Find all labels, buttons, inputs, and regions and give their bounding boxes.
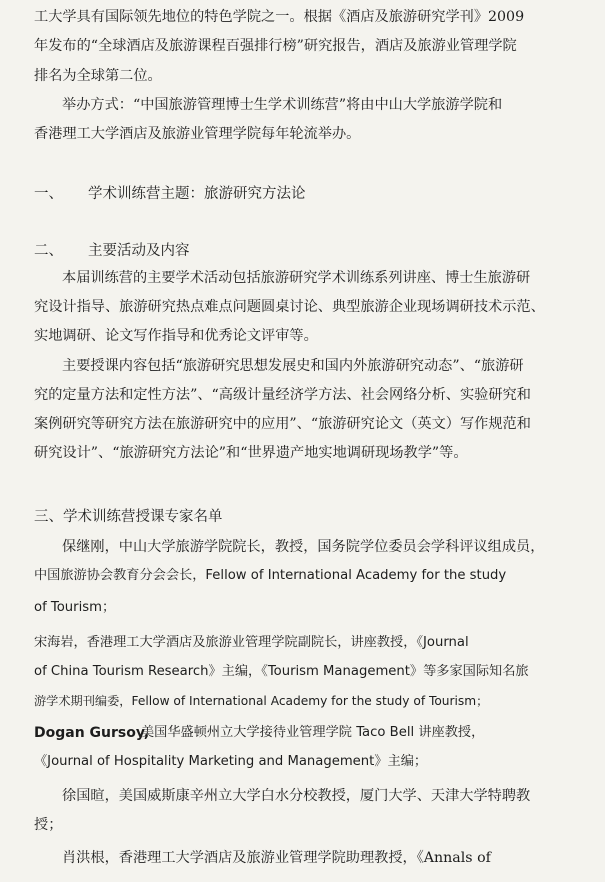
section-2-para-2-line-1: 主要授课内容包括“旅游研究思想发展史和国内外旅游研究动态”、“旅游研 xyxy=(62,358,524,374)
expert-4-line-1: 徐国暄，美国威斯康辛州立大学白水分校教授，厦门大学、天津大学特聘教 xyxy=(62,788,531,804)
expert-1-line-3: of Tourism； xyxy=(34,600,116,615)
section-2-para-2-line-4: 研究设计”、“旅游研究方法论”和“世界遗产地实地调研现场教学”等。 xyxy=(34,445,468,461)
expert-2-line-2: of China Tourism Research》主编，《Tourism Management》等多家国际知名旅 xyxy=(34,664,529,679)
intro-line-2: 年发布的“全球酒店及旅游课程百强排行榜”研究报告，酒店及旅游业管理学院 xyxy=(34,38,517,54)
section-2-title: 主要活动及内容 xyxy=(88,243,190,259)
section-2-number: 二、 xyxy=(34,243,63,259)
expert-2-line-3: 游学术期刊编委，Fellow of International Academy for the study of Tourism； xyxy=(34,694,489,708)
section-1-number: 一、 xyxy=(34,186,63,202)
expert-5-line-1: 肖洪根，香港理工大学酒店及旅游业管理学院助理教授，《Annals of xyxy=(62,850,491,866)
expert-2-line-1: 宋海岩，香港理工大学酒店及旅游业管理学院副院长，讲座教授，《Journal xyxy=(34,635,469,650)
section-2-para-1-line-3: 实地调研、论文写作指导和优秀论文评审等。 xyxy=(34,328,318,344)
expert-3-line-2: 《Journal of Hospitality Marketing and Management》主编； xyxy=(34,754,428,769)
section-1-title: 学术训练营主题：旅游研究方法论 xyxy=(88,186,306,202)
section-2-para-2-line-2: 究的定量方法和定性方法”、“高级计量经济学方法、社会网络分析、实验研究和 xyxy=(34,387,531,403)
expert-1-line-2: 中国旅游协会教育分会会长，Fellow of International Academy for the study xyxy=(34,568,507,583)
expert-3-line-1-rest: 美国华盛顿州立大学接待业管理学院 Taco Bell 讲座教授， xyxy=(141,725,485,740)
intro-line-4: 举办方式：“中国旅游管理博士生学术训练营”将由中山大学旅游学院和 xyxy=(62,97,503,113)
intro-line-3: 排名为全球第二位。 xyxy=(34,68,162,84)
intro-line-5: 香港理工大学酒店及旅游业管理学院每年轮流举办。 xyxy=(34,126,361,142)
section-2-para-2-line-3: 案例研究等研究方法在旅游研究中的应用”、“旅游研究论文（英文）写作规范和 xyxy=(34,416,531,432)
section-2-para-1-line-1: 本届训练营的主要学术活动包括旅游研究学术训练系列讲座、博士生旅游研 xyxy=(62,270,531,286)
intro-line-1: 工大学具有国际领先地位的特色学院之一。根据《酒店及旅游研究学刊》2009 xyxy=(34,9,525,25)
expert-1-line-1: 保继刚，中山大学旅游学院院长，教授，国务院学位委员会学科评议组成员， xyxy=(62,539,545,555)
section-3-title: 三、学术训练营授课专家名单 xyxy=(34,509,223,525)
expert-3-name: Dogan Gursoy, xyxy=(34,725,150,741)
expert-4-line-2: 授； xyxy=(34,817,63,833)
section-2-para-1-line-2: 究设计指导、旅游研究热点难点问题圆桌讨论、典型旅游企业现场调研技术示范、 xyxy=(34,299,545,315)
